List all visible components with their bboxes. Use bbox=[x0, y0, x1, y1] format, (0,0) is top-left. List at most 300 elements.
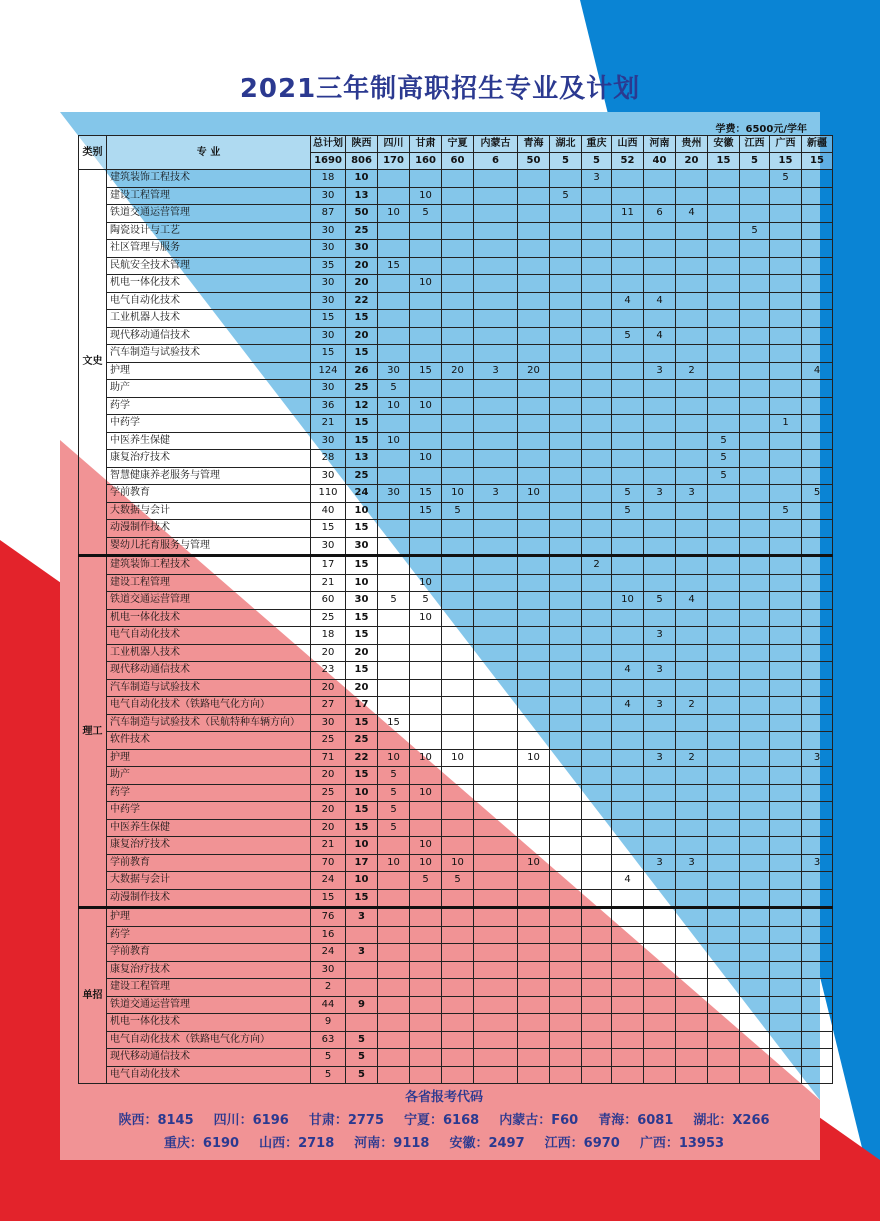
value-cell: 3 bbox=[474, 485, 518, 503]
header-column: 新疆 bbox=[802, 136, 833, 153]
value-cell bbox=[442, 767, 474, 785]
value-cell bbox=[550, 908, 582, 927]
value-cell bbox=[442, 889, 474, 908]
major-cell: 大数据与会计 bbox=[107, 502, 311, 520]
value-cell bbox=[582, 397, 612, 415]
major-cell: 中医养生保健 bbox=[107, 819, 311, 837]
value-cell bbox=[410, 802, 442, 820]
value-cell bbox=[410, 467, 442, 485]
value-cell bbox=[644, 908, 676, 927]
value-cell: 1 bbox=[770, 415, 802, 433]
table-row bbox=[79, 854, 833, 872]
value-cell bbox=[802, 380, 833, 398]
value-cell bbox=[378, 944, 410, 962]
value-cell bbox=[550, 749, 582, 767]
value-cell bbox=[740, 240, 770, 258]
value-cell bbox=[644, 240, 676, 258]
value-cell bbox=[378, 537, 410, 556]
value-cell bbox=[518, 327, 550, 345]
value-cell: 30 bbox=[311, 380, 346, 398]
header-total: 40 bbox=[644, 153, 676, 170]
value-cell bbox=[582, 1066, 612, 1084]
value-cell bbox=[612, 784, 644, 802]
value-cell bbox=[550, 592, 582, 610]
value-cell bbox=[770, 961, 802, 979]
value-cell: 2 bbox=[676, 362, 708, 380]
value-cell: 5 bbox=[311, 1066, 346, 1084]
value-cell bbox=[770, 679, 802, 697]
province-code: 陕西：8145 bbox=[118, 1113, 194, 1128]
value-cell bbox=[740, 908, 770, 927]
table-row bbox=[79, 556, 833, 575]
value-cell bbox=[474, 889, 518, 908]
value-cell bbox=[612, 310, 644, 328]
header-total: 5 bbox=[582, 153, 612, 170]
value-cell bbox=[770, 187, 802, 205]
value-cell bbox=[518, 432, 550, 450]
value-cell: 3 bbox=[676, 485, 708, 503]
value-cell bbox=[644, 397, 676, 415]
value-cell: 5 bbox=[708, 432, 740, 450]
value-cell bbox=[708, 979, 740, 997]
value-cell bbox=[550, 854, 582, 872]
value-cell bbox=[550, 275, 582, 293]
value-cell bbox=[582, 679, 612, 697]
value-cell bbox=[582, 609, 612, 627]
value-cell bbox=[378, 450, 410, 468]
value-cell bbox=[582, 222, 612, 240]
value-cell bbox=[410, 292, 442, 310]
table-row bbox=[79, 502, 833, 520]
province-codes-title: 各省报考代码 bbox=[404, 1090, 483, 1105]
header-total: 52 bbox=[612, 153, 644, 170]
value-cell bbox=[474, 502, 518, 520]
value-cell bbox=[676, 537, 708, 556]
value-cell: 3 bbox=[644, 627, 676, 645]
value-cell: 15 bbox=[346, 802, 378, 820]
value-cell bbox=[474, 872, 518, 890]
value-cell bbox=[612, 275, 644, 293]
value-cell bbox=[442, 467, 474, 485]
value-cell: 3 bbox=[802, 854, 833, 872]
major-cell: 陶瓷设计与工艺 bbox=[107, 222, 311, 240]
value-cell bbox=[410, 767, 442, 785]
value-cell: 15 bbox=[346, 609, 378, 627]
major-cell: 机电一体化技术 bbox=[107, 609, 311, 627]
value-cell bbox=[582, 467, 612, 485]
value-cell: 30 bbox=[311, 222, 346, 240]
value-cell bbox=[770, 592, 802, 610]
value-cell bbox=[612, 627, 644, 645]
value-cell bbox=[550, 996, 582, 1014]
value-cell bbox=[740, 1049, 770, 1067]
value-cell bbox=[582, 502, 612, 520]
value-cell bbox=[518, 996, 550, 1014]
value-cell: 5 bbox=[410, 205, 442, 223]
value-cell bbox=[550, 467, 582, 485]
value-cell bbox=[708, 767, 740, 785]
value-cell bbox=[644, 996, 676, 1014]
value-cell bbox=[442, 222, 474, 240]
value-cell: 5 bbox=[346, 1066, 378, 1084]
value-cell bbox=[550, 1049, 582, 1067]
major-cell: 现代移动通信技术 bbox=[107, 327, 311, 345]
major-cell: 学前教育 bbox=[107, 944, 311, 962]
value-cell bbox=[802, 432, 833, 450]
value-cell bbox=[518, 872, 550, 890]
value-cell bbox=[474, 380, 518, 398]
value-cell bbox=[644, 520, 676, 538]
value-cell bbox=[644, 380, 676, 398]
value-cell bbox=[770, 889, 802, 908]
value-cell bbox=[410, 714, 442, 732]
value-cell bbox=[474, 837, 518, 855]
value-cell bbox=[740, 1014, 770, 1032]
value-cell bbox=[708, 749, 740, 767]
value-cell bbox=[474, 854, 518, 872]
value-cell bbox=[612, 644, 644, 662]
major-cell: 汽车制造与试验技术 bbox=[107, 679, 311, 697]
value-cell bbox=[442, 170, 474, 188]
table-row bbox=[79, 889, 833, 908]
value-cell: 3 bbox=[346, 944, 378, 962]
value-cell bbox=[708, 292, 740, 310]
header-major: 专 业 bbox=[107, 136, 311, 170]
value-cell bbox=[770, 854, 802, 872]
value-cell bbox=[740, 450, 770, 468]
value-cell bbox=[644, 837, 676, 855]
value-cell bbox=[612, 714, 644, 732]
value-cell bbox=[550, 222, 582, 240]
province-codes-box bbox=[78, 1083, 810, 1157]
value-cell bbox=[550, 1031, 582, 1049]
value-cell bbox=[644, 574, 676, 592]
value-cell bbox=[708, 592, 740, 610]
value-cell bbox=[474, 714, 518, 732]
value-cell bbox=[802, 908, 833, 927]
value-cell bbox=[802, 450, 833, 468]
value-cell bbox=[550, 697, 582, 715]
value-cell bbox=[410, 697, 442, 715]
value-cell bbox=[474, 327, 518, 345]
value-cell bbox=[644, 784, 676, 802]
value-cell bbox=[740, 187, 770, 205]
value-cell: 4 bbox=[612, 872, 644, 890]
value-cell bbox=[770, 310, 802, 328]
value-cell: 15 bbox=[311, 520, 346, 538]
value-cell bbox=[550, 537, 582, 556]
value-cell bbox=[612, 187, 644, 205]
value-cell: 21 bbox=[311, 837, 346, 855]
value-cell bbox=[676, 292, 708, 310]
value-cell: 4 bbox=[676, 592, 708, 610]
value-cell bbox=[740, 749, 770, 767]
value-cell bbox=[612, 170, 644, 188]
major-cell: 学前教育 bbox=[107, 485, 311, 503]
value-cell bbox=[708, 1066, 740, 1084]
value-cell bbox=[378, 574, 410, 592]
value-cell bbox=[802, 502, 833, 520]
value-cell: 20 bbox=[442, 362, 474, 380]
value-cell bbox=[708, 872, 740, 890]
header-total: 15 bbox=[802, 153, 833, 170]
header-column: 广西 bbox=[770, 136, 802, 153]
table-row bbox=[79, 292, 833, 310]
value-cell: 4 bbox=[644, 327, 676, 345]
value-cell: 5 bbox=[708, 450, 740, 468]
value-cell bbox=[708, 520, 740, 538]
value-cell bbox=[518, 908, 550, 927]
table-row bbox=[79, 819, 833, 837]
value-cell: 3 bbox=[474, 362, 518, 380]
value-cell: 3 bbox=[802, 749, 833, 767]
value-cell: 15 bbox=[346, 662, 378, 680]
value-cell bbox=[378, 467, 410, 485]
value-cell: 10 bbox=[442, 485, 474, 503]
value-cell bbox=[770, 485, 802, 503]
value-cell bbox=[346, 961, 378, 979]
value-cell bbox=[770, 732, 802, 750]
value-cell bbox=[676, 520, 708, 538]
value-cell bbox=[770, 556, 802, 575]
value-cell bbox=[770, 574, 802, 592]
value-cell bbox=[612, 854, 644, 872]
header-row bbox=[79, 136, 833, 153]
value-cell bbox=[612, 257, 644, 275]
header-column: 江西 bbox=[740, 136, 770, 153]
table-row bbox=[79, 872, 833, 890]
value-cell bbox=[442, 257, 474, 275]
value-cell bbox=[410, 222, 442, 240]
value-cell bbox=[740, 397, 770, 415]
value-cell bbox=[676, 345, 708, 363]
value-cell bbox=[518, 697, 550, 715]
value-cell bbox=[378, 732, 410, 750]
major-cell: 动漫制作技术 bbox=[107, 520, 311, 538]
major-cell: 电气自动化技术（铁路电气化方向） bbox=[107, 697, 311, 715]
value-cell bbox=[740, 1031, 770, 1049]
value-cell bbox=[740, 714, 770, 732]
table-row bbox=[79, 979, 833, 997]
major-cell: 电气自动化技术（铁路电气化方向） bbox=[107, 1031, 311, 1049]
value-cell: 28 bbox=[311, 450, 346, 468]
header-column: 四川 bbox=[378, 136, 410, 153]
value-cell bbox=[582, 961, 612, 979]
province-codes-line-1 bbox=[78, 1109, 810, 1128]
value-cell: 25 bbox=[346, 467, 378, 485]
value-cell: 20 bbox=[311, 802, 346, 820]
value-cell bbox=[410, 1066, 442, 1084]
value-cell bbox=[378, 979, 410, 997]
value-cell bbox=[582, 240, 612, 258]
major-cell: 机电一体化技术 bbox=[107, 275, 311, 293]
value-cell bbox=[550, 432, 582, 450]
value-cell bbox=[740, 467, 770, 485]
value-cell: 10 bbox=[410, 397, 442, 415]
table-row bbox=[79, 627, 833, 645]
value-cell: 3 bbox=[582, 170, 612, 188]
value-cell bbox=[708, 187, 740, 205]
major-cell: 民航安全技术管理 bbox=[107, 257, 311, 275]
value-cell: 5 bbox=[612, 327, 644, 345]
value-cell bbox=[770, 944, 802, 962]
value-cell bbox=[612, 979, 644, 997]
value-cell bbox=[644, 450, 676, 468]
value-cell bbox=[644, 979, 676, 997]
value-cell bbox=[474, 275, 518, 293]
value-cell: 18 bbox=[311, 170, 346, 188]
value-cell bbox=[550, 926, 582, 944]
value-cell bbox=[582, 749, 612, 767]
value-cell bbox=[410, 944, 442, 962]
value-cell bbox=[708, 574, 740, 592]
value-cell bbox=[644, 415, 676, 433]
value-cell bbox=[442, 415, 474, 433]
value-cell bbox=[676, 556, 708, 575]
value-cell bbox=[770, 520, 802, 538]
value-cell bbox=[474, 784, 518, 802]
value-cell bbox=[612, 432, 644, 450]
value-cell bbox=[442, 275, 474, 293]
value-cell bbox=[410, 556, 442, 575]
value-cell bbox=[708, 854, 740, 872]
value-cell bbox=[770, 1049, 802, 1067]
value-cell bbox=[550, 802, 582, 820]
table-row bbox=[79, 644, 833, 662]
value-cell: 10 bbox=[378, 397, 410, 415]
value-cell bbox=[582, 819, 612, 837]
category-cell: 文史 bbox=[79, 170, 107, 556]
value-cell bbox=[802, 240, 833, 258]
value-cell bbox=[802, 397, 833, 415]
value-cell bbox=[474, 450, 518, 468]
value-cell bbox=[550, 257, 582, 275]
value-cell bbox=[644, 802, 676, 820]
value-cell bbox=[378, 1066, 410, 1084]
table-row bbox=[79, 662, 833, 680]
value-cell bbox=[442, 240, 474, 258]
value-cell bbox=[676, 872, 708, 890]
value-cell bbox=[550, 327, 582, 345]
value-cell bbox=[550, 310, 582, 328]
value-cell: 10 bbox=[410, 837, 442, 855]
value-cell bbox=[644, 345, 676, 363]
table-row bbox=[79, 432, 833, 450]
value-cell: 30 bbox=[346, 592, 378, 610]
major-cell: 工业机器人技术 bbox=[107, 644, 311, 662]
value-cell bbox=[410, 310, 442, 328]
value-cell: 18 bbox=[311, 627, 346, 645]
value-cell: 5 bbox=[740, 222, 770, 240]
value-cell bbox=[802, 415, 833, 433]
value-cell: 110 bbox=[311, 485, 346, 503]
table-row bbox=[79, 944, 833, 962]
value-cell bbox=[676, 574, 708, 592]
value-cell bbox=[442, 556, 474, 575]
value-cell bbox=[644, 872, 676, 890]
value-cell bbox=[802, 872, 833, 890]
value-cell: 30 bbox=[311, 187, 346, 205]
value-cell bbox=[612, 732, 644, 750]
value-cell bbox=[582, 627, 612, 645]
value-cell bbox=[676, 415, 708, 433]
value-cell: 13 bbox=[346, 187, 378, 205]
value-cell: 15 bbox=[410, 502, 442, 520]
value-cell bbox=[474, 574, 518, 592]
value-cell: 3 bbox=[346, 908, 378, 927]
value-cell bbox=[612, 837, 644, 855]
value-cell bbox=[708, 327, 740, 345]
value-cell: 10 bbox=[410, 450, 442, 468]
table-row bbox=[79, 415, 833, 433]
value-cell bbox=[442, 310, 474, 328]
value-cell: 24 bbox=[311, 872, 346, 890]
value-cell bbox=[346, 979, 378, 997]
value-cell: 12 bbox=[346, 397, 378, 415]
value-cell bbox=[410, 908, 442, 927]
value-cell: 15 bbox=[346, 714, 378, 732]
value-cell bbox=[740, 609, 770, 627]
province-code: 安徽：2497 bbox=[449, 1136, 525, 1151]
value-cell: 15 bbox=[410, 485, 442, 503]
value-cell bbox=[518, 292, 550, 310]
table-row bbox=[79, 592, 833, 610]
value-cell bbox=[410, 345, 442, 363]
value-cell bbox=[644, 257, 676, 275]
value-cell bbox=[770, 240, 802, 258]
value-cell bbox=[582, 432, 612, 450]
value-cell: 10 bbox=[518, 749, 550, 767]
major-cell: 工业机器人技术 bbox=[107, 310, 311, 328]
value-cell bbox=[612, 556, 644, 575]
value-cell: 9 bbox=[346, 996, 378, 1014]
value-cell: 20 bbox=[346, 644, 378, 662]
table-row bbox=[79, 520, 833, 538]
province-code: 湖北：X266 bbox=[693, 1113, 770, 1128]
value-cell bbox=[802, 784, 833, 802]
value-cell: 20 bbox=[311, 767, 346, 785]
value-cell bbox=[708, 415, 740, 433]
value-cell bbox=[770, 996, 802, 1014]
value-cell bbox=[410, 732, 442, 750]
value-cell bbox=[676, 257, 708, 275]
value-cell bbox=[708, 275, 740, 293]
value-cell bbox=[708, 889, 740, 908]
value-cell bbox=[582, 380, 612, 398]
table-row bbox=[79, 697, 833, 715]
value-cell bbox=[378, 662, 410, 680]
value-cell bbox=[770, 837, 802, 855]
value-cell bbox=[612, 961, 644, 979]
value-cell bbox=[770, 327, 802, 345]
value-cell bbox=[612, 467, 644, 485]
value-cell bbox=[708, 240, 740, 258]
value-cell bbox=[740, 784, 770, 802]
value-cell bbox=[644, 187, 676, 205]
province-code: 内蒙古：F60 bbox=[499, 1113, 579, 1128]
value-cell bbox=[740, 170, 770, 188]
value-cell bbox=[474, 310, 518, 328]
value-cell bbox=[442, 397, 474, 415]
value-cell bbox=[550, 767, 582, 785]
value-cell: 15 bbox=[346, 415, 378, 433]
table-row bbox=[79, 537, 833, 556]
value-cell bbox=[770, 222, 802, 240]
province-code: 山西：2718 bbox=[259, 1136, 335, 1151]
value-cell: 5 bbox=[378, 380, 410, 398]
value-cell bbox=[802, 520, 833, 538]
value-cell bbox=[550, 574, 582, 592]
